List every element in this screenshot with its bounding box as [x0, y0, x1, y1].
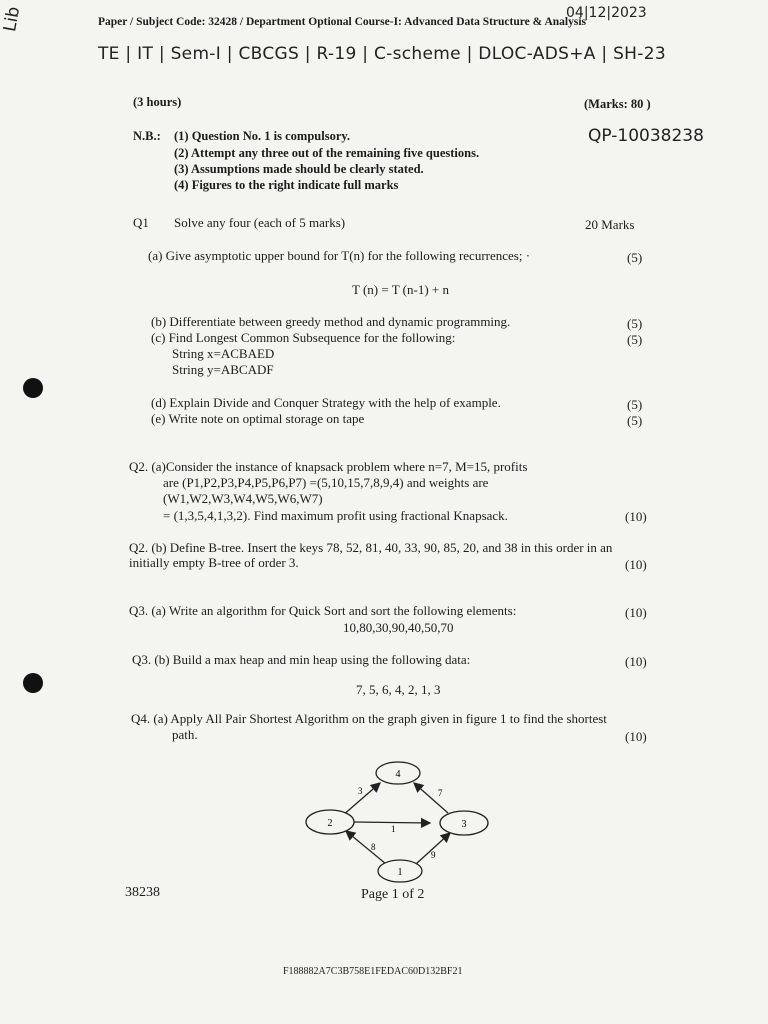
graph-weight-3-4: 7 [438, 788, 443, 798]
punch-hole [23, 673, 43, 693]
graph-edge-3-4 [414, 783, 448, 813]
q1d-text: (d) Explain Divide and Conquer Strategy with the help of example. [151, 395, 501, 410]
graph-edge-1-2 [346, 831, 386, 864]
q1c-text: (c) Find Longest Common Subsequence for the following: [151, 330, 456, 345]
footer-hash: F188882A7C3B758E1FEDAC60D132BF21 [283, 966, 463, 977]
q2a-marks: (10) [625, 509, 647, 524]
q3a-line: Q3. (a) Write an algorithm for Quick Sort and sort the following elements: [129, 603, 517, 618]
q1c-string-y: String y=ABCADF [172, 362, 274, 377]
paper-code-line: Paper / Subject Code: 32428 / Department Optional Course-I: Advanced Data Structure & Analysis [98, 16, 586, 28]
q3a-marks: (10) [625, 605, 647, 620]
graph-node-4 [376, 762, 420, 784]
page-number: Page 1 of 2 [361, 887, 425, 902]
exam-total-marks: (Marks: 80 ) [584, 97, 651, 111]
q2a-line: Q2. (a)Consider the instance of knapsack problem where n=7, M=15, profits [129, 459, 528, 474]
graph-weight-2-3: 1 [391, 824, 396, 834]
nb-item: (2) Attempt any three out of the remaining five questions. [174, 146, 480, 160]
graph-weight-1-2: 8 [371, 842, 376, 852]
q1a-text: (a) Give asymptotic upper bound for T(n) for the following recurrences; · [148, 248, 531, 263]
svg-text:1: 1 [397, 867, 403, 878]
q1-number: Q1 [133, 215, 149, 230]
q1d-marks: (5) [627, 397, 643, 412]
punch-hole [23, 378, 43, 398]
q1c-string-x: String x=ACBAED [172, 346, 275, 361]
q1-instruction: Solve any four (each of 5 marks) [174, 215, 346, 230]
nb-item: (3) Assumptions made should be clearly stated. [174, 162, 424, 176]
q2b-line: Q2. (b) Define B-tree. Insert the keys 78, 52, 81, 40, 33, 90, 85, 20, and 38 in this order in an [129, 540, 613, 555]
svg-text:2: 2 [327, 818, 333, 829]
q4a-marks: (10) [625, 729, 647, 744]
q2b-line: initially empty B-tree of order 3. [129, 555, 299, 570]
nb-item: (1) Question No. 1 is compulsory. [174, 129, 351, 143]
graph-node-3 [440, 811, 488, 835]
q3a-data: 10,80,30,90,40,50,70 [343, 620, 454, 635]
nb-item: (4) Figures to the right indicate full marks [174, 178, 399, 192]
graph-figure [300, 758, 500, 888]
q4a-line: Q4. (a) Apply All Pair Shortest Algorithm on the graph given in figure 1 to find the shortest [131, 711, 607, 726]
q1c-marks: (5) [627, 332, 643, 347]
nb-label: N.B.: [133, 129, 161, 143]
q2b-marks: (10) [625, 557, 647, 572]
svg-text:4: 4 [395, 769, 401, 780]
q1b-text: (b) Differentiate between greedy method and dynamic programming. [151, 314, 511, 329]
graph-node-1 [378, 860, 422, 882]
q1e-text: (e) Write note on optimal storage on tape [151, 411, 365, 426]
svg-text:3: 3 [461, 819, 467, 830]
handwritten-qp-code: QP-10038238 [588, 126, 704, 146]
q4a-line: path. [172, 727, 198, 742]
q3b-data: 7, 5, 6, 4, 2, 1, 3 [356, 682, 441, 697]
exam-duration: (3 hours) [133, 95, 182, 109]
handwritten-date: 04|12|2023 [566, 5, 647, 21]
graph-weight-2-4: 3 [358, 786, 363, 796]
q1b-marks: (5) [627, 316, 643, 331]
graph-weight-1-3: 9 [431, 850, 436, 860]
graph-node-2 [306, 810, 354, 834]
handwritten-course-line: TE | IT | Sem-I | CBCGS | R-19 | C-scheme | DLOC-ADS+A | SH-23 [98, 44, 666, 64]
q2a-line: = (1,3,5,4,1,3,2). Find maximum profit using fractional Knapsack. [163, 508, 508, 523]
q1e-marks: (5) [627, 413, 643, 428]
margin-handwritten-note: Lib [0, 5, 25, 34]
q2a-line: are (P1,P2,P3,P4,P5,P6,P7) =(5,10,15,7,8,9,4) and weights are [163, 475, 489, 490]
footer-paper-code: 38238 [125, 885, 160, 900]
graph-edge-2-3 [354, 822, 430, 823]
q1a-recurrence: T (n) = T (n-1) + n [352, 282, 449, 297]
q3b-line: Q3. (b) Build a max heap and min heap using the following data: [132, 652, 471, 667]
q2a-line: (W1,W2,W3,W4,W5,W6,W7) [163, 491, 323, 506]
q1a-marks: (5) [627, 250, 643, 265]
q1-total-marks: 20 Marks [585, 217, 635, 232]
q3b-marks: (10) [625, 654, 647, 669]
